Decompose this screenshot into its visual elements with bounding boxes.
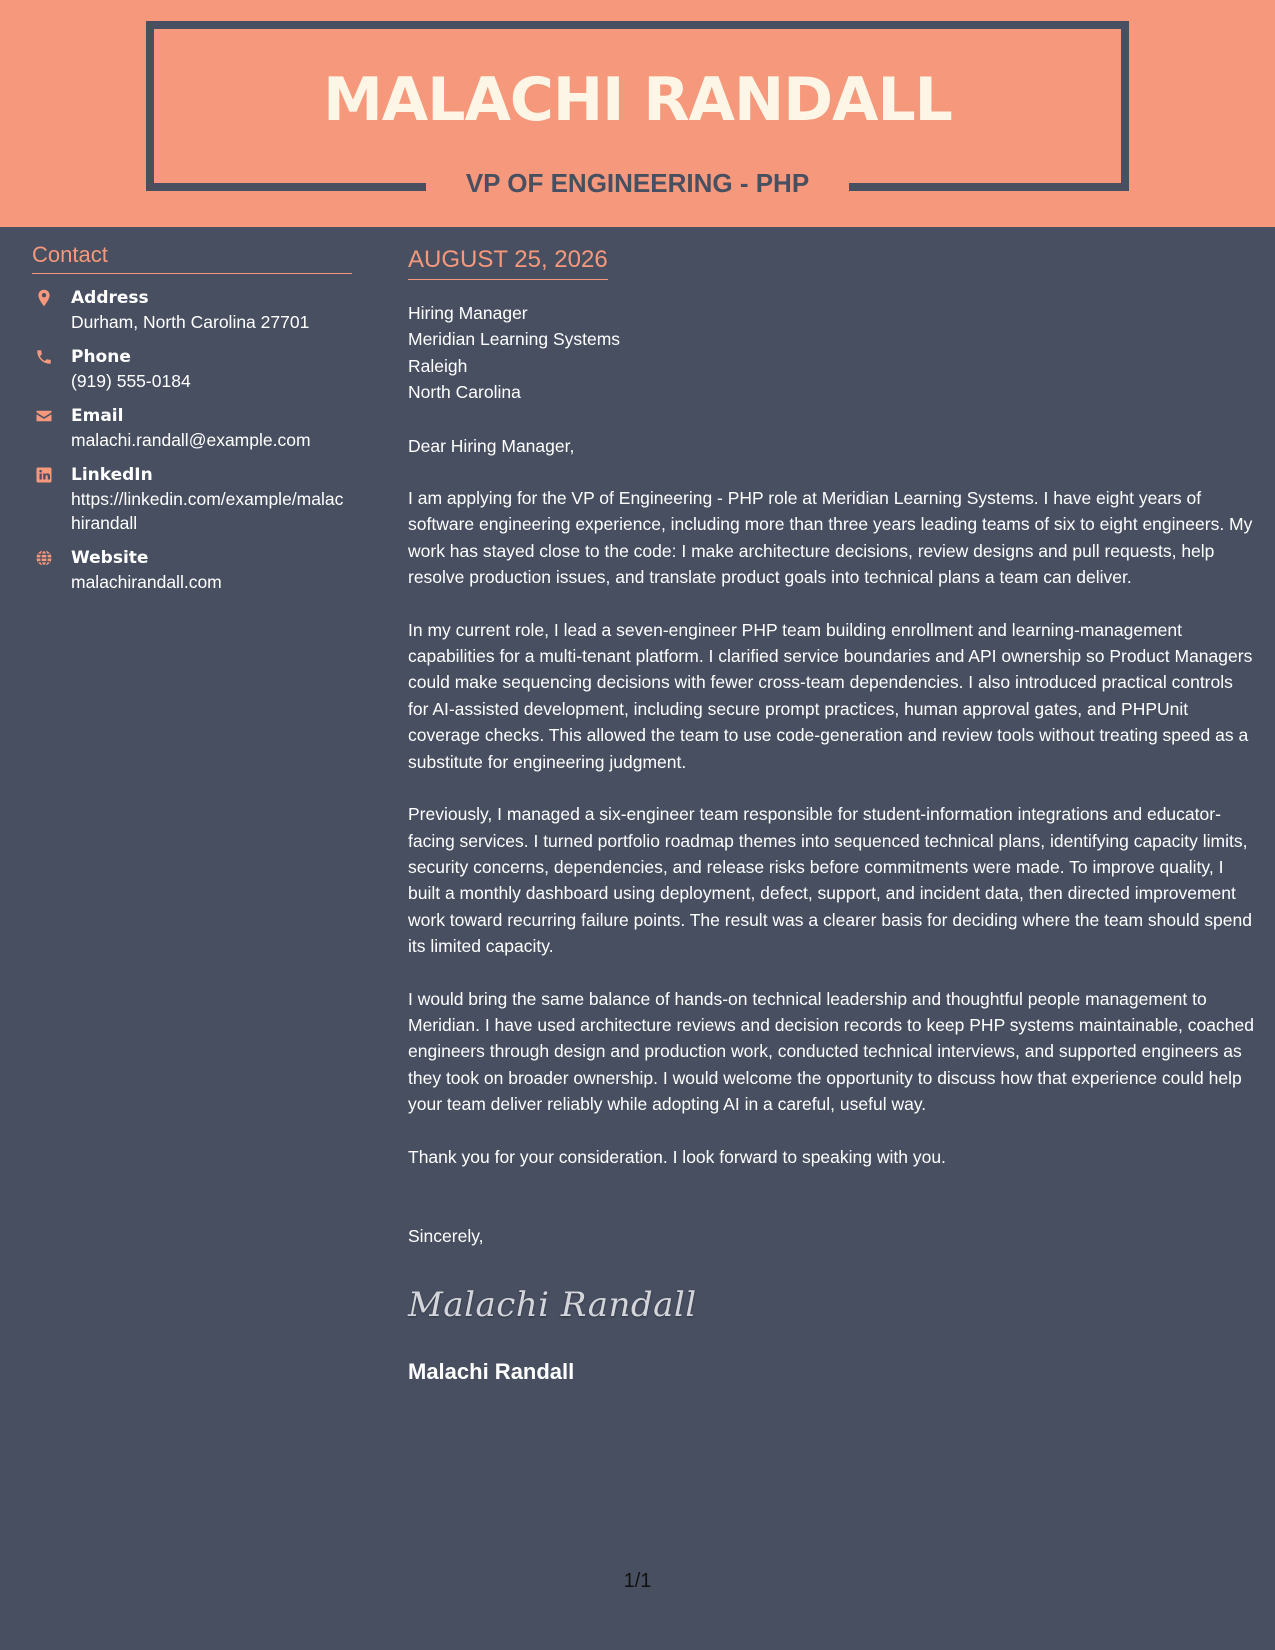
contact-value[interactable]: https://linkedin.com/example/malachirandall bbox=[71, 489, 344, 533]
contact-item-website bbox=[32, 546, 352, 594]
map-pin-icon bbox=[35, 289, 53, 307]
contact-label: LinkedIn bbox=[71, 465, 153, 485]
contact-item-address bbox=[32, 286, 352, 334]
handwritten-signature: Malachi Randall bbox=[408, 1285, 697, 1326]
contact-label: Email bbox=[71, 406, 124, 426]
page-number: 1/1 bbox=[623, 1570, 652, 1592]
linkedin-icon bbox=[35, 466, 53, 484]
recipient-line: Hiring Manager bbox=[408, 303, 528, 323]
letter-paragraph: I am applying for the VP of Engineering - PHP role at Meridian Learning Systems. I have eight years of software engineering experience, including more than three years leading teams of six to eight engineers. My work has stayed close to the code: I make architecture decisions, review designs and pull requests, help resolve production issues, and translate product goals into technical plans a team can deliver. bbox=[408, 488, 1253, 588]
contact-label: Phone bbox=[71, 347, 131, 367]
contact-value[interactable]: malachirandall.com bbox=[71, 572, 222, 592]
contact-sidebar bbox=[32, 240, 352, 605]
letter-paragraph: I would bring the same balance of hands-on technical leadership and thoughtful people management to Meridian. I have used architecture reviews and decision records to keep PHP systems maintainable, coached engineers through design and production work, conducted technical interviews, and supported engineers as they took on broader ownership. I would welcome the opportunity to discuss how that experience could help your team deliver reliably while adopting AI in a careful, useful way. bbox=[408, 988, 1254, 1115]
applicant-name: MALACHI RANDALL bbox=[323, 65, 952, 135]
recipient-block bbox=[408, 300, 1254, 406]
contact-value: malachi.randall@example.com bbox=[71, 430, 311, 450]
contact-value: Durham, North Carolina 27701 bbox=[71, 312, 310, 332]
recipient-line: Meridian Learning Systems bbox=[408, 329, 621, 350]
contact-item-linkedin bbox=[32, 463, 352, 535]
contact-item-phone bbox=[32, 345, 352, 393]
contact-item-email bbox=[32, 404, 352, 452]
job-title: VP OF ENGINEERING - PHP bbox=[465, 168, 810, 198]
letter-paragraph: Thank you for your consideration. I look forward to speaking with you. bbox=[408, 1146, 946, 1167]
contact-value: (919) 555-0184 bbox=[71, 371, 191, 391]
signed-name: Malachi Randall bbox=[408, 1359, 575, 1385]
envelope-icon bbox=[35, 407, 53, 425]
contact-list bbox=[32, 286, 352, 594]
letter-body bbox=[408, 244, 1254, 1387]
contact-section-title: Contact bbox=[32, 240, 352, 274]
globe-icon bbox=[35, 549, 53, 567]
contact-label: Website bbox=[71, 548, 149, 568]
letter-paragraph: Previously, I managed a six-engineer team responsible for student-information integrations and educator-facing services. I turned portfolio roadmap themes into sequenced technical plans, identifying capacity limits, security concerns, dependencies, and release risks before commitments were made. To improve quality, I built a monthly dashboard using deployment, defect, support, and incident data, then directed improvement work toward recurring failure points. The result was a clearer basis for deciding where the team should spend its limited capacity. bbox=[408, 804, 1252, 957]
salutation: Dear Hiring Manager, bbox=[408, 435, 575, 456]
phone-icon bbox=[35, 348, 53, 366]
recipient-line: Raleigh bbox=[408, 355, 468, 376]
closing: Sincerely, bbox=[408, 1225, 484, 1246]
recipient-line: North Carolina bbox=[408, 382, 521, 403]
contact-label: Address bbox=[71, 288, 149, 308]
letter-paragraph: In my current role, I lead a seven-engineer PHP team building enrollment and learning-management capabilities for a multi-tenant platform. I clarified service boundaries and API ownership so Product Managers could make sequencing decisions with fewer cross-team dependencies. I also introduced practical controls for AI-assisted development, including secure prompt practices, human approval gates, and PHPUnit coverage checks. This allowed the team to use code-generation and review tools without treating speed as a substitute for engineering judgment. bbox=[408, 619, 1253, 772]
header-band bbox=[0, 0, 1275, 227]
letter-date: AUGUST 25, 2026 bbox=[408, 244, 608, 280]
